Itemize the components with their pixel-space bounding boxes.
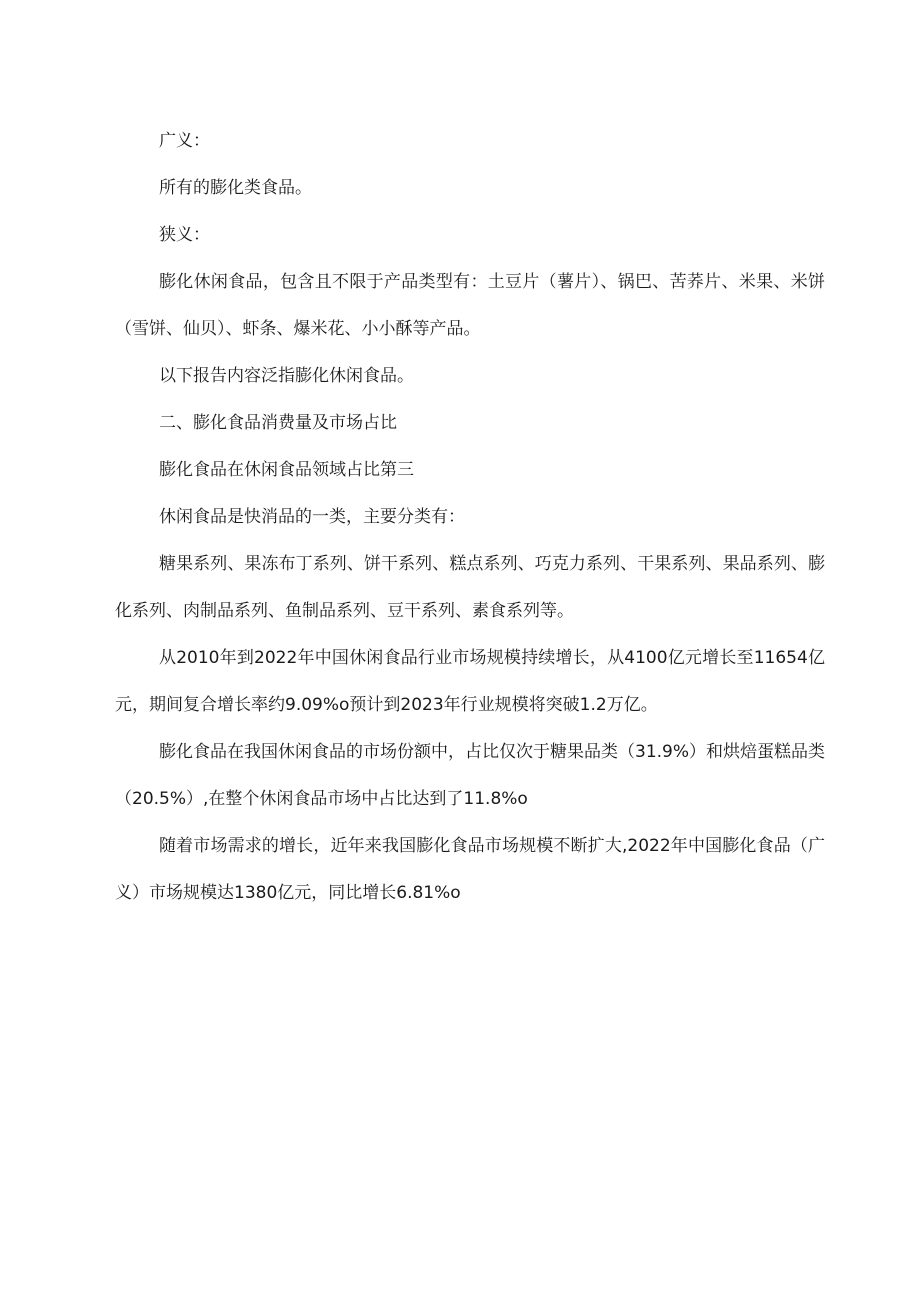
paragraph-report-scope: 以下报告内容泛指膨化休闲食品。: [159, 366, 414, 386]
paragraph-narrow-label: 狭义：: [159, 225, 210, 245]
paragraph-market-share: 膨化食品在我国休闲食品的市场份额中，占比仅次于糖果品类（31.9%）和烘焙蛋糕品类（20.5%）,在整个休闲食品市场中占比达到了11.8%o: [115, 742, 826, 809]
paragraph-market-growth: 从2010年到2022年中国休闲食品行业市场规模持续增长，从4100亿元增长至11654亿元，期间复合增长率约9.09%o预计到2023年行业规模将突破1.2万亿。: [115, 648, 825, 715]
document-body: [115, 118, 825, 917]
paragraph-broad-definition: 所有的膨化类食品。: [159, 178, 312, 198]
paragraph-market-size-2022: 随着市场需求的增长，近年来我国膨化食品市场规模不断扩大,2022年中国膨化食品（广义）市场规模达1380亿元，同比增长6.81%o: [115, 836, 825, 903]
section-heading: 二、膨化食品消费量及市场占比: [159, 413, 397, 433]
subsection-heading: 膨化食品在休闲食品领域占比第三: [159, 460, 414, 480]
paragraph-snack-categories-list: 糖果系列、果冻布丁系列、饼干系列、糕点系列、巧克力系列、干果系列、果品系列、膨化系列、肉制品系列、鱼制品系列、豆干系列、素食系列等。: [115, 554, 825, 621]
paragraph-narrow-definition: 膨化休闲食品，包含且不限于产品类型有：土豆片（薯片）、锅巴、苦荞片、米果、米饼（雪饼、仙贝）、虾条、爆米花、小小酥等产品。: [115, 272, 825, 339]
paragraph-broad-label: 广义：: [159, 131, 210, 151]
paragraph-snack-categories-intro: 休闲食品是快消品的一类，主要分类有：: [159, 507, 465, 527]
